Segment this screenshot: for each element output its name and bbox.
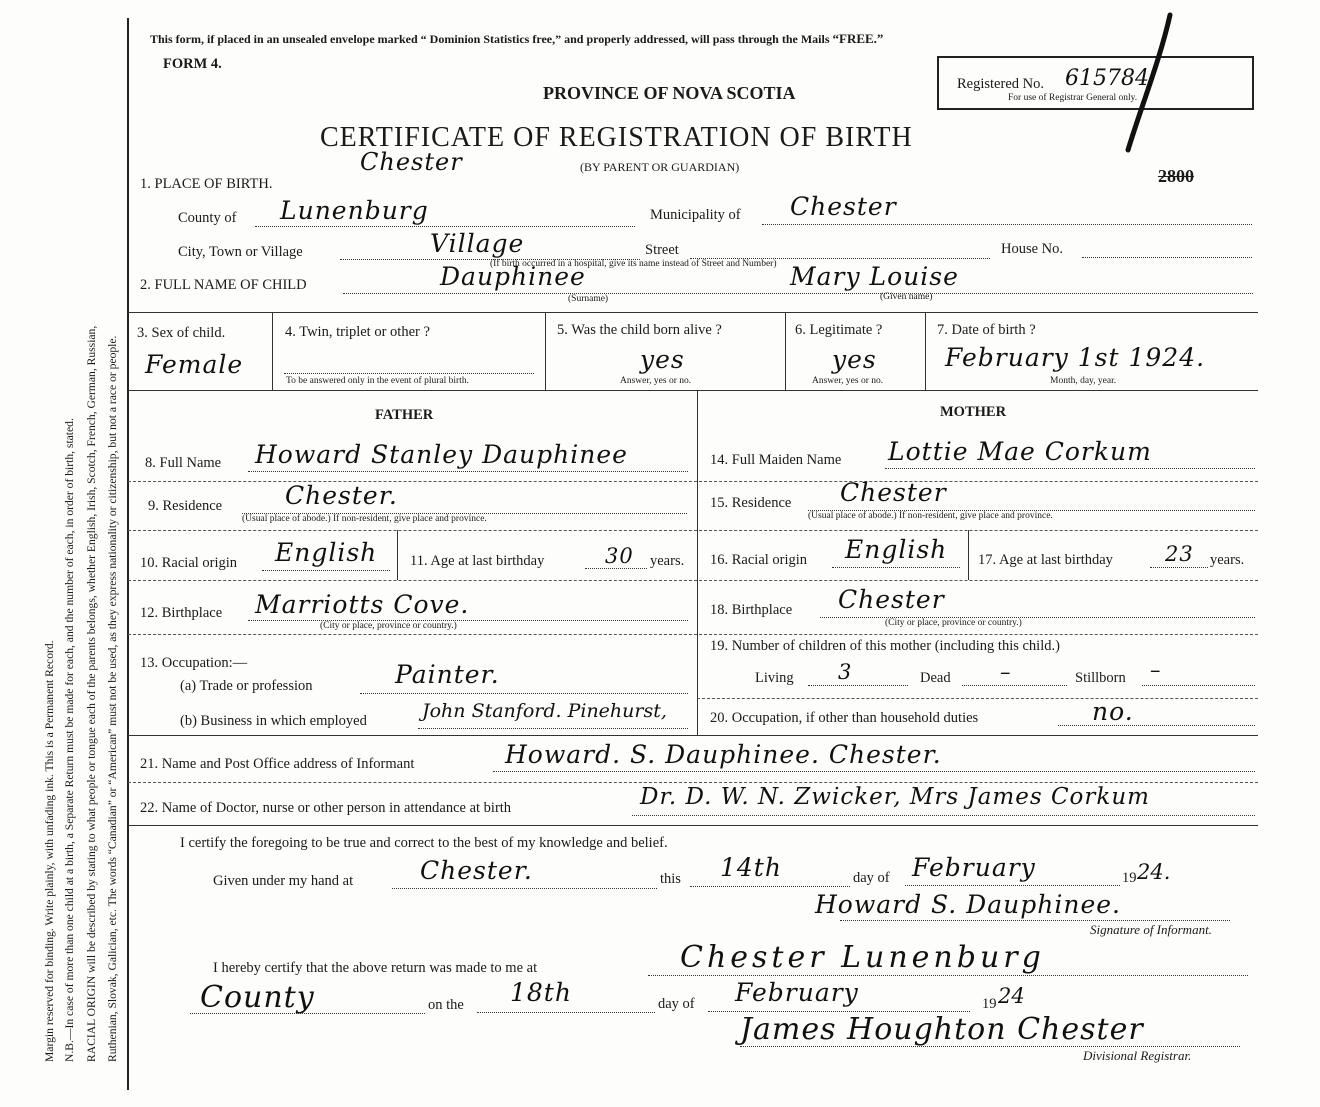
- business-value: John Stanford. Pinehurst,: [422, 700, 667, 722]
- city-value: Village: [430, 229, 525, 258]
- mother-residence-value: Chester: [840, 478, 947, 507]
- margin-note-racial-origin-cont: Ruthenian, Slovak, Galician, etc. The words “Canadian” or “American” must not be used, as they express nationality or citizenship, but not a race or people.: [106, 335, 119, 1062]
- sex-value: Female: [145, 350, 244, 379]
- father-age-value: 30: [605, 544, 634, 568]
- father-birthplace-value: Marriotts Cove.: [255, 590, 470, 619]
- alive-value: yes: [640, 345, 685, 374]
- stillborn-label: Stillborn: [1075, 670, 1126, 686]
- registrar-day-label: day of: [658, 996, 695, 1012]
- mother-age-value: 23: [1165, 542, 1194, 566]
- mother-racial-label: 16. Racial origin: [710, 552, 808, 568]
- business-label: (b) Business in which employed: [180, 713, 367, 729]
- given-day-value: 14th: [720, 853, 782, 882]
- this-label: this: [660, 871, 681, 887]
- dob-value: February 1st 1924.: [945, 343, 1206, 372]
- mother-birthplace-label: 18. Birthplace: [710, 602, 793, 618]
- mother-birthplace-value: Chester: [838, 585, 945, 614]
- mother-age-years: years.: [1210, 552, 1245, 568]
- annotation-place: Chester: [360, 148, 463, 176]
- registrar-month-value: February: [735, 978, 859, 1007]
- county-value: Lunenburg: [280, 196, 429, 225]
- mother-birthplace-note: (City or place, province or country.): [885, 618, 1022, 628]
- form-left-border: [127, 18, 129, 1090]
- living-value: 3: [838, 660, 852, 684]
- registered-number: 615784: [1065, 66, 1149, 91]
- certificate-title: CERTIFICATE OF REGISTRATION OF BIRTH: [320, 122, 913, 153]
- registrar-signature-label: Divisional Registrar.: [1083, 1048, 1192, 1063]
- father-racial-label: 10. Racial origin: [140, 555, 238, 571]
- mother-children-label: 19. Number of children of this mother (including this child.): [710, 638, 1060, 654]
- registrar-year-value: 24: [998, 984, 1025, 1008]
- dead-label: Dead: [920, 670, 951, 686]
- form-number: FORM 4.: [163, 56, 222, 72]
- given-label: Given under my hand at: [213, 873, 354, 889]
- mother-age-label: 17. Age at last birthday: [978, 552, 1113, 568]
- dob-label: 7. Date of birth ?: [937, 322, 1036, 338]
- trade-label: (a) Trade or profession: [180, 678, 313, 694]
- mail-notice: This form, if placed in an unsealed envelope marked “ Dominion Statistics free,” and properly addressed, will pass through the Mails “FREE.”: [150, 31, 884, 46]
- father-age-label: 11. Age at last birthday: [410, 553, 545, 569]
- mother-racial-value: English: [845, 535, 948, 564]
- given-year-value: 24.: [1137, 860, 1171, 884]
- margin-note-multiple-births: N.B.—In case of more than one child at a birth, a Separate Return must be made for each, and the number of each, in order of birth, stated.: [63, 418, 76, 1062]
- registrar-text: I hereby certify that the above return was made to me at: [213, 960, 538, 976]
- surname-note: (Surname): [568, 294, 609, 304]
- father-heading: FATHER: [375, 407, 434, 423]
- child-surname-value: Dauphinee: [440, 262, 586, 291]
- annotation-code: 2800: [1158, 166, 1194, 186]
- registrar-county-value: County: [200, 980, 315, 1015]
- living-label: Living: [755, 670, 794, 686]
- registrar-signature: James Houghton Chester: [740, 1012, 1144, 1047]
- dob-note: Month, day, year.: [1050, 376, 1117, 386]
- county-label: County of: [178, 210, 237, 226]
- father-residence-note: (Usual place of abode.) If non-resident, give place and province.: [242, 514, 487, 524]
- alive-label: 5. Was the child born alive ?: [557, 322, 722, 338]
- trade-value: Painter.: [395, 660, 500, 689]
- pen-stroke-mark: [1100, 10, 1190, 160]
- given-day-label: day of: [853, 870, 890, 886]
- margin-note-racial-origin: RACIAL ORIGIN will be described by stating to what people or tongue each of the parents belongs, whether English, Irish, Scotch, French, German, Russian,: [85, 325, 98, 1062]
- twin-note: To be answered only in the event of plural birth.: [286, 376, 469, 386]
- registered-note: For use of Registrar General only.: [1008, 93, 1138, 103]
- given-month-value: February: [912, 853, 1036, 882]
- registrar-day-value: 18th: [510, 978, 572, 1007]
- municipality-label: Municipality of: [650, 207, 741, 223]
- child-given-value: Mary Louise: [790, 262, 959, 291]
- mother-name-value: Lottie Mae Corkum: [888, 437, 1152, 466]
- place-of-birth-label: 1. PLACE OF BIRTH.: [140, 176, 273, 192]
- province-heading: PROVINCE OF NOVA SCOTIA: [543, 83, 796, 103]
- father-racial-value: English: [275, 538, 378, 567]
- city-label: City, Town or Village: [178, 244, 303, 260]
- informant-value: Howard. S. Dauphinee. Chester.: [505, 740, 942, 769]
- certificate-subtitle: (BY PARENT OR GUARDIAN): [580, 160, 740, 174]
- registrar-year-prefix: 19: [982, 996, 997, 1012]
- twin-label: 4. Twin, triplet or other ?: [285, 324, 430, 340]
- hospital-note: (If birth occurred in a hospital, give its name instead of Street and Number): [490, 259, 777, 269]
- house-label: House No.: [1001, 241, 1064, 257]
- informant-label: 21. Name and Post Office address of Informant: [140, 756, 415, 772]
- given-year-prefix: 19: [1122, 870, 1137, 886]
- mother-name-label: 14. Full Maiden Name: [710, 452, 842, 468]
- father-residence-value: Chester.: [285, 481, 398, 510]
- father-residence-label: 9. Residence: [148, 498, 223, 514]
- dead-value: –: [1000, 660, 1011, 684]
- father-name-value: Howard Stanley Dauphinee: [255, 440, 628, 469]
- mother-residence-label: 15. Residence: [710, 495, 792, 511]
- street-label: Street: [645, 242, 679, 258]
- legitimate-value: yes: [832, 345, 877, 374]
- father-birthplace-label: 12. Birthplace: [140, 605, 223, 621]
- mother-occupation-label: 20. Occupation, if other than household duties: [710, 710, 979, 726]
- registrar-place-value: Chester Lunenburg: [680, 940, 1045, 975]
- doctor-value: Dr. D. W. N. Zwicker, Mrs James Corkum: [640, 784, 1150, 810]
- certify-text: I certify the foregoing to be true and correct to the best of my knowledge and belief.: [180, 835, 668, 851]
- mother-heading: MOTHER: [940, 404, 1007, 420]
- father-name-label: 8. Full Name: [145, 455, 222, 471]
- legitimate-label: 6. Legitimate ?: [795, 322, 883, 338]
- father-birthplace-note: (City or place, province or country.): [320, 621, 457, 631]
- sex-label: 3. Sex of child.: [137, 325, 226, 341]
- legitimate-note: Answer, yes or no.: [812, 376, 884, 386]
- municipality-value: Chester: [790, 192, 897, 221]
- informant-signature: Howard S. Dauphinee.: [815, 890, 1121, 919]
- mother-occupation-value: no.: [1092, 697, 1134, 726]
- father-occupation-label: 13. Occupation:—: [140, 655, 248, 671]
- registered-label: Registered No.: [957, 76, 1044, 92]
- given-place-value: Chester.: [420, 856, 533, 885]
- on-the-label: on the: [428, 997, 464, 1013]
- mother-residence-note: (Usual place of abode.) If non-resident, give place and province.: [808, 511, 1053, 521]
- stillborn-value: –: [1150, 658, 1161, 682]
- margin-note-binding: Margin reserved for binding. Write plainly, with unfading ink. This is a Permanent Record.: [43, 640, 56, 1062]
- given-note: (Given name): [880, 292, 933, 302]
- child-name-label: 2. FULL NAME OF CHILD: [140, 277, 307, 293]
- father-age-years: years.: [650, 553, 685, 569]
- informant-signature-label: Signature of Informant.: [1090, 922, 1212, 937]
- alive-note: Answer, yes or no.: [620, 376, 692, 386]
- doctor-label: 22. Name of Doctor, nurse or other person in attendance at birth: [140, 800, 512, 816]
